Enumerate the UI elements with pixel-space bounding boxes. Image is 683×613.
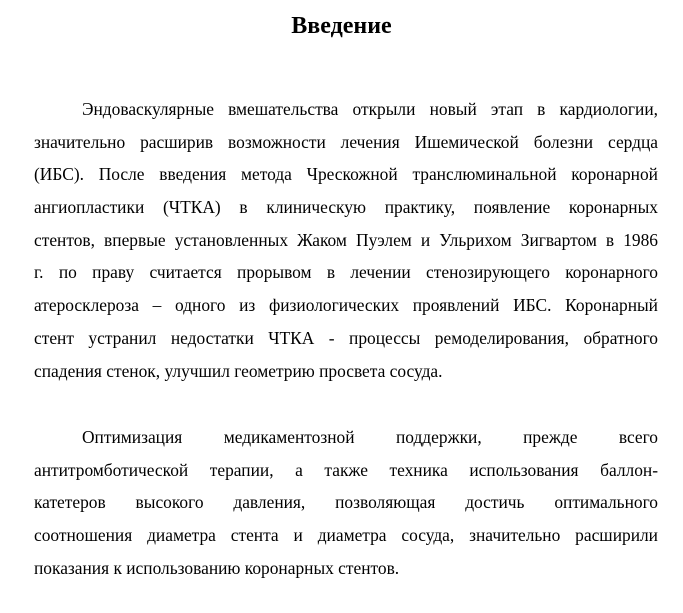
paragraph-1-line-9: спадения стенок, улучшил геометрию просвета сосуда. xyxy=(34,360,443,381)
paragraph-2-line-5: показания к использованию коронарных стентов. xyxy=(34,557,400,578)
paragraph-1 xyxy=(34,93,658,387)
page-title: Введение xyxy=(291,13,392,39)
paragraph-2-line-1: Оптимизация медикаментозной поддержки, прежде всего xyxy=(82,427,658,447)
paragraph-1-line-4: ангиопластики (ЧТКА) в клиническую практику, появление коронарных xyxy=(34,197,658,218)
paragraph-1-line-7: атеросклероза – одного из физиологических проявлений ИБС. Коронарный xyxy=(34,295,658,316)
paragraph-2-line-4: соотношения диаметра стента и диаметра сосуда, значительно расширили xyxy=(34,525,658,546)
paragraph-1-line-2: значительно расширив возможности лечения Ишемической болезни сердца xyxy=(34,131,658,152)
paragraph-2 xyxy=(34,421,658,584)
paragraph-1-line-8: стент устранил недостатки ЧТКА - процессы ремоделирования, обратного xyxy=(34,327,658,348)
paragraph-1-line-6: г. по праву считается прорывом в лечении стенозирующего коронарного xyxy=(34,262,658,283)
paragraph-2-line-3: катетеров высокого давления, позволяющая достичь оптимального xyxy=(34,492,658,513)
paragraph-1-line-1: Эндоваскулярные вмешательства открыли новый этап в кардиологии, xyxy=(82,99,658,119)
paragraph-1-line-3: (ИБС). После введения метода Чрескожной транслюминальной коронарной xyxy=(34,164,658,185)
paragraph-2-line-2: антитромботической терапии, а также техника использования баллон- xyxy=(34,459,658,480)
paragraph-1-line-5: стентов, впервые установленных Жаком Пуэлем и Ульрихом Зигвартом в 1986 xyxy=(34,229,658,250)
